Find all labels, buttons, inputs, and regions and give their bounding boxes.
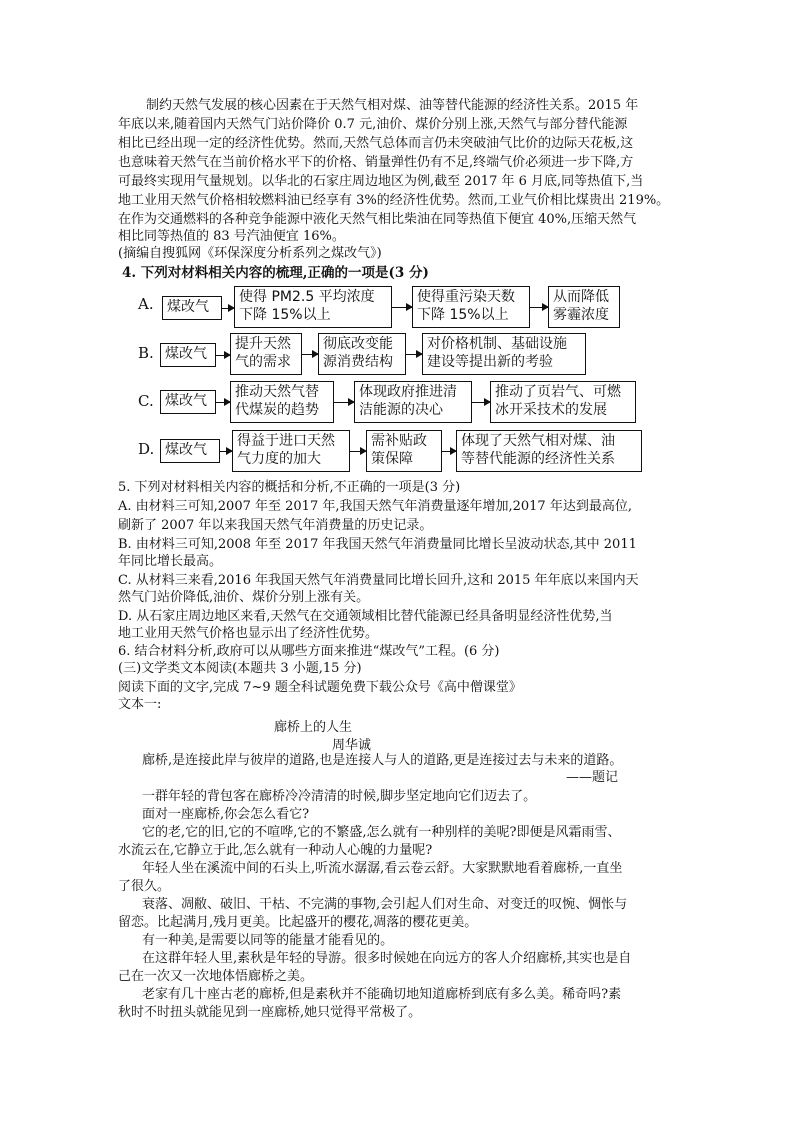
flow-box — [230, 333, 302, 375]
story-line: 秋时不时扭头就能见到一座廊桥,她只觉得平常极了。 — [118, 1005, 422, 1020]
story-line: 在这群年轻人里,素秋是年轻的导游。很多时候她在向远方的客人介绍廊桥,其实也是自 — [142, 951, 632, 966]
option-letter: D. — [138, 440, 155, 458]
para-line: 制约天然气发展的核心因素在于天然气相对煤、油等替代能源的经济性关系。2015 年 — [146, 98, 639, 113]
q5-option-line: D. 从石家庄周边地区来看,天然气在交通领域相比替代能源已经具备明显经济性优势,当 — [118, 609, 613, 624]
story-line: 老家有几十座古老的廊桥,但是素秋并不能确切地知道廊桥到底有多么美。稀奇吗?素 — [142, 987, 622, 1002]
flow-box-line: 下降 15%以上 — [417, 307, 509, 323]
arrow — [472, 402, 490, 403]
story-line: 衰落、凋敝、破旧、干枯、不完满的事物,会引起人们对生命、对变迁的叹惋、惆怅与 — [142, 897, 628, 912]
flow-box-line: 体现了天然气相对煤、油 — [461, 433, 615, 449]
flow-box-line: 洁能源的决心 — [359, 402, 443, 418]
flow-box-line: 使得重污染天数 — [417, 289, 515, 305]
story-line: 年轻人坐在溪流中间的石头上,听流水潺潺,看云卷云舒。大家默默地看着廊桥,一直坐 — [142, 861, 623, 876]
q5-option-line: B. 由材料三可知,2008 年至 2017 年我国天然气年消费量同比增长呈波动状态,其中 2011 — [118, 537, 637, 552]
story-line: 一群年轻的背包客在廊桥冷冷清清的时候,脚步坚定地向它们迈去了。 — [142, 789, 537, 804]
flow-box-line: 得益于进口天然 — [237, 433, 335, 449]
arrow — [442, 451, 456, 452]
flow-box — [318, 333, 406, 375]
q5-option-line: A. 由材料三可知,2007 年至 2017 年,我国天然气年消费量逐年增加,2017 年达到最高位, — [118, 499, 632, 514]
story-author: 周华诚 — [332, 738, 372, 753]
flow-box-line: 策保障 — [371, 451, 413, 467]
story-line: 有一种美,是需要以同等的能量才能看见的。 — [142, 933, 394, 948]
flow-box-line: 建设等提出新的考验 — [427, 354, 553, 370]
flow-box-line: 使得 PM2.5 平均浓度 — [239, 289, 375, 305]
reading-instruction: 阅读下面的文字,完成 7~9 题全科试题免费下载公众号《高中僧课堂》 — [118, 680, 522, 695]
option-letter: B. — [138, 344, 154, 362]
arrow — [334, 402, 354, 403]
flow-box-line: 冰开采技术的发展 — [495, 402, 607, 418]
flow-box-line: 彻底改变能 — [323, 336, 393, 352]
story-title: 廊桥上的人生 — [274, 720, 353, 735]
story-line: 面对一座廊桥,你会怎么看它? — [142, 807, 310, 822]
flow-box — [232, 430, 350, 472]
story-line: 水流云在,它静立于此,怎么就有一种动人心魄的力量呢? — [118, 843, 433, 858]
flow-box-line: 从而降低 — [553, 289, 609, 305]
q5-option-line: 然气门站价降低,油价、煤价分别上涨有关。 — [118, 590, 370, 605]
story-line: 它的老,它的旧,它的不喧哗,它的不繁盛,怎么就有一种别样的美呢?即便是风霜雨雪、 — [142, 825, 621, 840]
flow-box — [366, 430, 442, 472]
flow-box — [234, 286, 392, 328]
flow-box — [354, 381, 472, 423]
coal-to-gas-box: 煤改气 — [160, 390, 216, 414]
story-line: 了很久。 — [118, 879, 171, 894]
flow-box-line: 气力度的加大 — [237, 451, 321, 467]
flow-box — [490, 381, 636, 423]
q5-option-line: C. 从材料三来看,2016 年我国天然气年消费量同比增长回升,这和 2015 年年底以来国内天 — [118, 573, 639, 588]
flow-box-line: 对价格机制、基础设施 — [427, 336, 567, 352]
q5-option-line: 刷新了 2007 年以来我国天然气年消费量的历史记录。 — [118, 518, 433, 533]
flow-box-line: 需补贴政 — [371, 433, 427, 449]
arrow — [216, 355, 230, 356]
source-citation: (摘编自搜狐网《环保深度分析系列之煤改气》) — [118, 246, 382, 261]
arrow — [222, 308, 234, 309]
flow-box — [412, 286, 530, 328]
flow-box-line: 推动了页岩气、可燃 — [495, 384, 621, 400]
story-line: 己在一次又一次地体悟廊桥之美。 — [118, 969, 314, 984]
arrow — [406, 354, 422, 355]
para-line: 也意味着天然气在当前价格水平下的价格、销量弹性仍有不足,终端气价必须进一步下降,方 — [118, 155, 634, 170]
arrow — [530, 307, 548, 308]
option-letter: C. — [138, 392, 154, 410]
q5-option-line: 地工业用天然气价格也显示出了经济性优势。 — [118, 626, 379, 641]
para-line: 在作为交通燃料的各种竞争能源中液化天然气相比柴油在同等热值下便宜 40%,压缩天然气 — [118, 212, 637, 227]
text-one-label: 文本一: — [118, 697, 162, 712]
question-4: 4. 下列对材料相关内容的梳理,正确的一项是(3 分) — [122, 265, 429, 281]
option-letter: A. — [138, 295, 154, 313]
epigraph: 廊桥,是连接此岸与彼岸的道路,也是连接人与人的道路,更是连接过去与未来的道路。 — [142, 753, 623, 768]
flow-box-line: 等替代能源的经济性关系 — [461, 451, 615, 467]
flow-box — [422, 333, 586, 375]
flow-box-line: 提升天然 — [235, 336, 291, 352]
flow-box-line: 气的需求 — [235, 354, 291, 370]
arrow — [216, 402, 230, 403]
para-line: 相比已经出现一定的经济性优势。然而,天然气总体而言仍未突破油气比价的边际天花板,这 — [118, 136, 634, 151]
arrow — [302, 354, 318, 355]
coal-to-gas-box: 煤改气 — [160, 439, 220, 463]
flow-box — [230, 381, 334, 423]
para-line: 可最终实现用气量规划。以华北的石家庄周边地区为例,截至 2017 年 6 月底,同等热值下,当 — [118, 174, 644, 189]
arrow — [220, 451, 232, 452]
epigraph-sign: ——题记 — [566, 770, 619, 785]
flow-box-line: 源消费结构 — [323, 354, 393, 370]
flow-box-line: 体现政府推进清 — [359, 384, 457, 400]
q5-option-line: 年同比增长最高。 — [118, 554, 223, 569]
section-heading: (三)文学类文本阅读(本题共 3 小题,15 分) — [118, 661, 362, 676]
story-line: 留恋。比起满月,残月更美。比起盛开的樱花,凋落的樱花更美。 — [118, 915, 478, 930]
flow-box-line: 雾霾浓度 — [553, 307, 609, 323]
para-line: 年底以来,随着国内天然气门站价降价 0.7 元,油价、煤价分别上涨,天然气与部分替代能源 — [118, 117, 628, 132]
arrow — [392, 307, 412, 308]
coal-to-gas-box: 煤改气 — [162, 296, 222, 320]
question-6: 6. 结合材料分析,政府可以从哪些方面来推进“煤改气”工程。(6 分) — [118, 644, 500, 659]
para-line: 相比同等热值的 83 号汽油便宜 16%。 — [118, 229, 345, 244]
coal-to-gas-box: 煤改气 — [160, 343, 216, 367]
question-5: 5. 下列对材料相关内容的概括和分析,不正确的一项是(3 分) — [118, 480, 461, 495]
flow-box-line: 推动天然气替 — [235, 384, 319, 400]
para-line: 地工业用天然气价格相较燃料油已经享有 3%的经济性优势。然而,工业气价相比煤贵出 219%。 — [118, 193, 670, 208]
flow-box — [456, 430, 642, 472]
flow-box-line: 下降 15%以上 — [239, 307, 331, 323]
flow-box — [548, 286, 620, 328]
flow-box-line: 代煤炭的趋势 — [235, 402, 319, 418]
arrow — [350, 451, 366, 452]
